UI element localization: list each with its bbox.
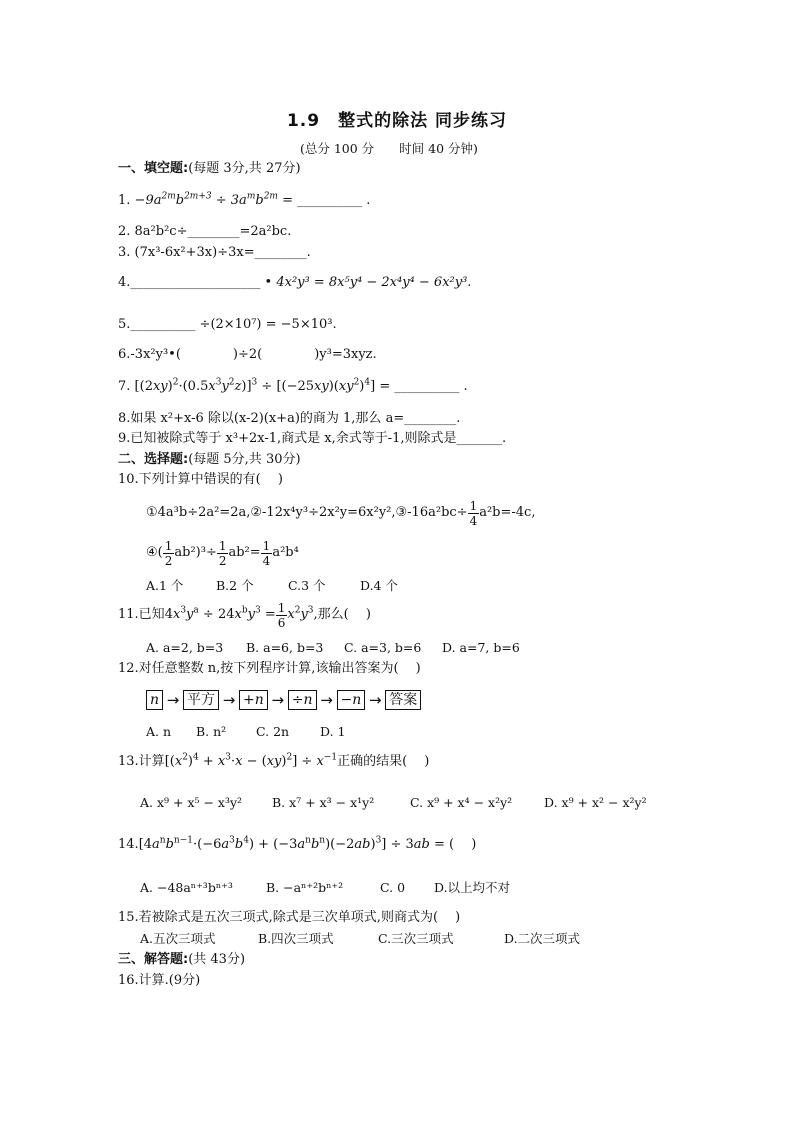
option-c[interactable]: C.3 个: [288, 578, 326, 593]
option-d[interactable]: D. 1: [320, 724, 346, 739]
question-9: 9.已知被除式等于 x³+2x-1,商式是 x,余式等于-1,则除式是_______.: [118, 431, 507, 446]
option-a[interactable]: A. n: [146, 724, 172, 739]
question-6: 6.-3x²y³•( )÷2( )y³=3xyz.: [118, 347, 377, 362]
question-number: 14.: [118, 837, 139, 852]
option-a[interactable]: A. −48aⁿ⁺³bⁿ⁺³: [140, 880, 233, 895]
flow-box-square: 平方: [183, 690, 219, 710]
option-d[interactable]: D. x⁹ + x² − x²y²: [544, 795, 647, 810]
question-8: 8.如果 x²+x-6 除以(x-2)(x+a)的商为 1,那么 a=________.: [118, 411, 461, 426]
section-heading: 二、选择题:: [118, 452, 189, 467]
question-13-expression: $[(x^2)^4 + x^3\cdot x - (xy)^2] \div x^{-1}$: [164, 752, 338, 769]
option-a[interactable]: A.1 个: [146, 578, 184, 593]
option-a[interactable]: A. x⁹ + x⁵ − x³y²: [140, 795, 243, 810]
statement-text: a²b=-4c,: [479, 505, 536, 520]
answer-blank: = __________ .: [379, 379, 468, 394]
option-b[interactable]: B.2 个: [216, 578, 254, 593]
answer-blank: = __________ .: [282, 193, 371, 208]
question-number: 1.: [118, 193, 131, 208]
option-d[interactable]: D.以上均不对: [434, 880, 511, 895]
program-flowchart: [146, 689, 421, 711]
question-13: [118, 753, 429, 771]
flow-box-divide-n: ÷n: [288, 690, 317, 710]
fraction: $\frac{1}{4}$: [469, 498, 478, 528]
fraction: $\frac{1}{6}$: [277, 600, 286, 630]
question-10-statements-1: [146, 496, 535, 530]
question-text: 正确的结果( ): [337, 754, 430, 769]
question-16: 16.计算.(9分): [118, 973, 201, 988]
question-12: 12.对任意整数 n,按下列程序计算,该输出答案为( ): [118, 661, 421, 676]
question-14: [118, 836, 476, 854]
flow-box-input: n: [146, 690, 163, 710]
question-11-expression: $4x^3y^a \div 24x^by^3$ =: [164, 605, 276, 622]
option-c[interactable]: C. 0: [380, 880, 406, 895]
page-title: 1.9 整式的除法 同步练习: [286, 111, 508, 131]
flow-box-minus-n: −n: [337, 690, 366, 710]
section-fill-in: [118, 160, 301, 178]
statement-text: ab²=: [228, 545, 261, 560]
option-a[interactable]: A.五次三项式: [140, 931, 216, 946]
section-note: (共 43分): [188, 952, 246, 967]
option-c[interactable]: C. a=3, b=6: [344, 640, 422, 655]
arrow-right-icon: →: [166, 691, 180, 709]
statement-text: a²b⁴: [272, 545, 299, 560]
flow-box-answer: 答案: [385, 690, 421, 710]
option-c[interactable]: C.三次三项式: [378, 931, 454, 946]
option-c[interactable]: C. 2n: [256, 724, 290, 739]
question-3: 3. (7x³-6x²+3x)÷3x=________.: [118, 245, 311, 260]
statement-text: ab²)³÷: [174, 545, 217, 560]
arrow-right-icon: →: [368, 691, 382, 709]
question-4-expression: • 4x²y³ = 8x⁵y⁴ − 2x⁴y⁴ − 6x²y³.: [264, 275, 472, 290]
option-b[interactable]: B. x⁷ + x³ − x¹y²: [272, 795, 375, 810]
answer-blank: 4.____________________: [118, 275, 261, 290]
statement-text: ①4a³b÷2a²=2a,②-12x⁴y³÷2x²y=6x²y²,③-16a²bc÷: [146, 505, 468, 520]
option-c[interactable]: C. x⁹ + x⁴ − x²y²: [410, 795, 513, 810]
fraction: $\frac{1}{2}$: [218, 538, 227, 568]
question-7: [118, 378, 468, 396]
page-subtitle: (总分 100 分 时间 40 分钟): [300, 141, 478, 156]
section-note: (每题 5分,共 30分): [188, 452, 301, 467]
question-1: [118, 192, 370, 210]
question-7-expression: $[(2xy)^2\cdot(0.5x^3y^2z)]^3 \div [(-25xy)(xy^2)^4]$: [134, 377, 376, 394]
question-10: 10.下列计算中错误的有( ): [118, 472, 283, 487]
arrow-right-icon: →: [320, 691, 333, 709]
question-14-expression: $[4a^nb^{n-1}\cdot(-6a^3b^4) + (-3a^nb^n)(-2ab)^3] \div 3ab$: [138, 835, 430, 852]
question-1-expression: $-9a^{2m}b^{2m+3} \div 3a^mb^{2m}$: [134, 191, 278, 208]
section-note: (每题 3分,共 27分): [188, 161, 301, 176]
option-b[interactable]: B. n²: [196, 724, 227, 739]
question-4: [118, 274, 471, 292]
option-b[interactable]: B. −aⁿ⁺²bⁿ⁺²: [266, 880, 344, 895]
arrow-right-icon: →: [271, 691, 285, 709]
arrow-right-icon: →: [222, 691, 236, 709]
fraction: $\frac{1}{2}$: [164, 538, 173, 568]
section-heading: 三、解答题:: [118, 952, 189, 967]
question-11: 11.已知 $4x^3y^a \div 24x^by^3$ = $\frac{1}{6}$ $x^2y^3$ ,那么( ): [118, 600, 371, 630]
question-text: ,那么( ): [313, 607, 371, 622]
question-text: 11.已知: [118, 607, 165, 622]
section-solutions: [118, 951, 245, 969]
option-d[interactable]: D. a=7, b=6: [442, 640, 520, 655]
question-15: 15.若被除式是五次三项式,除式是三次单项式,则商式为( ): [118, 910, 461, 925]
option-b[interactable]: B. a=6, b=3: [246, 640, 324, 655]
option-a[interactable]: A. a=2, b=3: [146, 640, 224, 655]
statement-text: ④(: [146, 545, 163, 560]
answer-blank: = ( ): [434, 837, 477, 852]
option-d[interactable]: D.4 个: [360, 578, 398, 593]
question-10-statements-2: [146, 536, 299, 570]
option-d[interactable]: D.二次三项式: [504, 931, 581, 946]
section-heading: 一、填空题:: [118, 161, 189, 176]
answer-blank: 5.__________: [118, 317, 196, 332]
question-5: [118, 316, 337, 334]
fraction: $\frac{1}{4}$: [262, 538, 271, 568]
question-text: 13.计算: [118, 754, 165, 769]
question-5-expression: ÷(2×10⁷) = −5×10³.: [199, 317, 337, 332]
flow-box-plus-n: +n: [239, 690, 268, 710]
option-b[interactable]: B.四次三项式: [258, 931, 334, 946]
question-number: 7.: [118, 379, 131, 394]
section-multiple-choice: [118, 451, 301, 469]
question-2: 2. 8a²b²c÷________=2a²bc.: [118, 224, 292, 239]
